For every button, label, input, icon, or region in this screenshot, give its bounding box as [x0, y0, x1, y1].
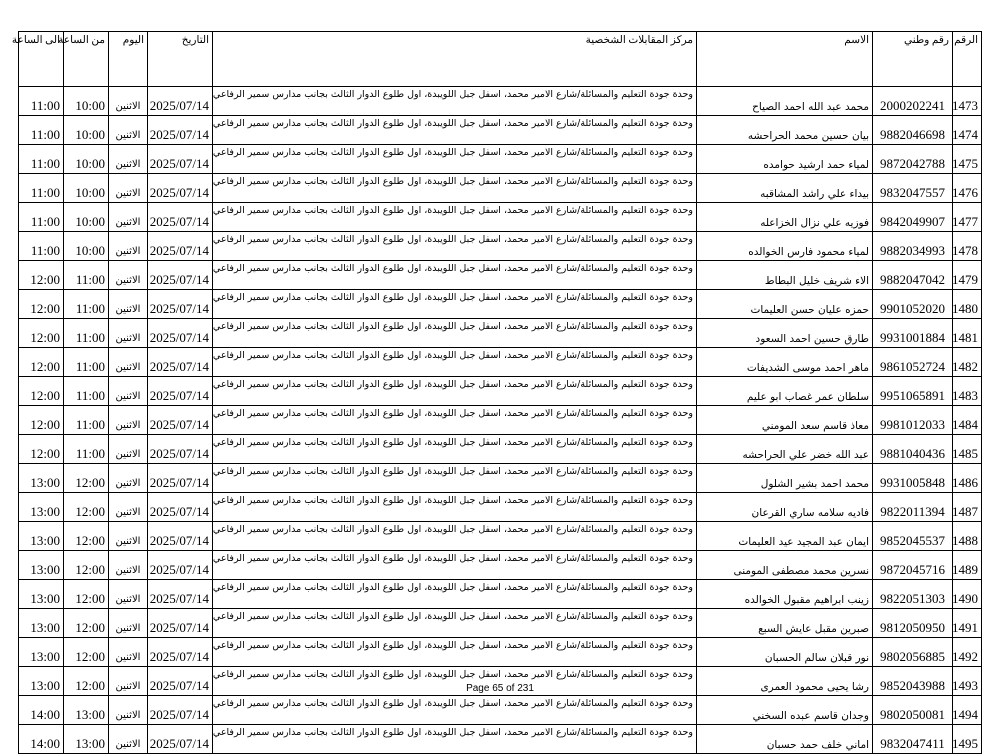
cell-center: وحدة جودة التعليم والمسائلة/شارع الامير محمد، اسفل جبل اللويبدة، اول طلوع الدوار الثالث بجانب مدارس سمير الرفاعي [213, 522, 697, 551]
cell-center: وحدة جودة التعليم والمسائلة/شارع الامير محمد، اسفل جبل اللويبدة، اول طلوع الدوار الثالث بجانب مدارس سمير الرفاعي [213, 551, 697, 580]
appointments-table [11, 31, 982, 754]
cell-center: وحدة جودة التعليم والمسائلة/شارع الامير محمد، اسفل جبل اللويبدة، اول طلوع الدوار الثالث بجانب مدارس سمير الرفاعي [213, 609, 697, 638]
table-row [19, 493, 982, 522]
table-body [19, 87, 982, 754]
cell-from-time: 11:00 [64, 406, 109, 435]
cell-from-time: 12:00 [64, 522, 109, 551]
cell-date: 2025/07/14 [148, 87, 213, 116]
cell-from-time: 11:00 [64, 377, 109, 406]
cell-national-id: 9852043988 [873, 667, 953, 696]
cell-to-time: 13:00 [19, 522, 64, 551]
cell-center: وحدة جودة التعليم والمسائلة/شارع الامير محمد، اسفل جبل اللويبدة، اول طلوع الدوار الثالث بجانب مدارس سمير الرفاعي [213, 261, 697, 290]
header-center: مركز المقابلات الشخصية [213, 32, 697, 87]
cell-day: الاثنين [109, 377, 148, 406]
cell-num: 1475 [953, 145, 982, 174]
cell-name: نور قبلان سالم الحسبان [697, 638, 873, 667]
cell-to-time: 13:00 [19, 667, 64, 696]
cell-name: ماهر احمد موسى الشديفات [697, 348, 873, 377]
cell-day: الاثنين [109, 493, 148, 522]
table-row [19, 87, 982, 116]
cell-center: وحدة جودة التعليم والمسائلة/شارع الامير محمد، اسفل جبل اللويبدة، اول طلوع الدوار الثالث بجانب مدارس سمير الرفاعي [213, 290, 697, 319]
table-header [11, 32, 982, 87]
cell-to-time: 13:00 [19, 464, 64, 493]
cell-to-time: 11:00 [19, 116, 64, 145]
cell-from-time: 11:00 [64, 290, 109, 319]
cell-from-time: 10:00 [64, 87, 109, 116]
cell-to-time: 11:00 [19, 203, 64, 232]
table-row [19, 725, 982, 754]
cell-from-time: 12:00 [64, 493, 109, 522]
table-row [19, 174, 982, 203]
cell-from-time: 10:00 [64, 232, 109, 261]
cell-day: الاثنين [109, 348, 148, 377]
cell-from-time: 10:00 [64, 174, 109, 203]
cell-from-time: 12:00 [64, 667, 109, 696]
cell-day: الاثنين [109, 145, 148, 174]
header-date: التاريخ [148, 32, 213, 87]
cell-num: 1494 [953, 696, 982, 725]
cell-national-id: 9881040436 [873, 435, 953, 464]
cell-to-time: 11:00 [19, 87, 64, 116]
header-from-time: من الساعة [64, 32, 109, 87]
cell-date: 2025/07/14 [148, 464, 213, 493]
cell-national-id: 9931001884 [873, 319, 953, 348]
cell-day: الاثنين [109, 319, 148, 348]
cell-day: الاثنين [109, 174, 148, 203]
table-row [19, 203, 982, 232]
cell-date: 2025/07/14 [148, 493, 213, 522]
cell-to-time: 13:00 [19, 551, 64, 580]
cell-center: وحدة جودة التعليم والمسائلة/شارع الامير محمد، اسفل جبل اللويبدة، اول طلوع الدوار الثالث بجانب مدارس سمير الرفاعي [213, 348, 697, 377]
cell-center: وحدة جودة التعليم والمسائلة/شارع الامير محمد، اسفل جبل اللويبدة، اول طلوع الدوار الثالث بجانب مدارس سمير الرفاعي [213, 638, 697, 667]
table-row [19, 580, 982, 609]
cell-date: 2025/07/14 [148, 580, 213, 609]
cell-name: نسرين محمد مصطفى المومنى [697, 551, 873, 580]
cell-date: 2025/07/14 [148, 522, 213, 551]
cell-to-time: 12:00 [19, 406, 64, 435]
table-row [19, 377, 982, 406]
cell-name: وجدان قاسم عبده السخني [697, 696, 873, 725]
cell-national-id: 2000202241 [873, 87, 953, 116]
cell-num: 1479 [953, 261, 982, 290]
table-row [19, 290, 982, 319]
table-row [19, 319, 982, 348]
cell-from-time: 10:00 [64, 203, 109, 232]
cell-name: بيان حسين محمد الحراحشه [697, 116, 873, 145]
cell-center: وحدة جودة التعليم والمسائلة/شارع الامير محمد، اسفل جبل اللويبدة، اول طلوع الدوار الثالث بجانب مدارس سمير الرفاعي [213, 319, 697, 348]
cell-name: بيداء علي راشد المشاقبه [697, 174, 873, 203]
cell-national-id: 9832047411 [873, 725, 953, 754]
cell-to-time: 12:00 [19, 261, 64, 290]
cell-num: 1491 [953, 609, 982, 638]
cell-from-time: 12:00 [64, 609, 109, 638]
table-row [19, 551, 982, 580]
cell-center: وحدة جودة التعليم والمسائلة/شارع الامير محمد، اسفل جبل اللويبدة، اول طلوع الدوار الثالث بجانب مدارس سمير الرفاعي [213, 203, 697, 232]
cell-name: فوزيه علي نزال الخزاعله [697, 203, 873, 232]
cell-national-id: 9802056885 [873, 638, 953, 667]
cell-name: معاذ قاسم سعد المومني [697, 406, 873, 435]
cell-name: فاديه سلامه ساري القرعان [697, 493, 873, 522]
cell-from-time: 12:00 [64, 551, 109, 580]
table-row [19, 435, 982, 464]
cell-num: 1480 [953, 290, 982, 319]
cell-name: صبرين مقبل عايش السبع [697, 609, 873, 638]
cell-national-id: 9882047042 [873, 261, 953, 290]
cell-to-time: 11:00 [19, 145, 64, 174]
cell-from-time: 12:00 [64, 638, 109, 667]
cell-to-time: 12:00 [19, 377, 64, 406]
cell-national-id: 9852045537 [873, 522, 953, 551]
cell-date: 2025/07/14 [148, 290, 213, 319]
cell-day: الاثنين [109, 696, 148, 725]
cell-to-time: 12:00 [19, 348, 64, 377]
cell-name: طارق حسين احمد السعود [697, 319, 873, 348]
cell-center: وحدة جودة التعليم والمسائلة/شارع الامير محمد، اسفل جبل اللويبدة، اول طلوع الدوار الثالث بجانب مدارس سمير الرفاعي [213, 696, 697, 725]
cell-to-time: 14:00 [19, 725, 64, 754]
cell-center: وحدة جودة التعليم والمسائلة/شارع الامير محمد، اسفل جبل اللويبدة، اول طلوع الدوار الثالث بجانب مدارس سمير الرفاعي [213, 667, 697, 696]
cell-day: الاثنين [109, 609, 148, 638]
cell-day: الاثنين [109, 116, 148, 145]
table-row [19, 609, 982, 638]
table-row [19, 145, 982, 174]
cell-national-id: 9832047557 [873, 174, 953, 203]
table-row [19, 261, 982, 290]
table-row [19, 464, 982, 493]
cell-from-time: 11:00 [64, 261, 109, 290]
cell-date: 2025/07/14 [148, 725, 213, 754]
table-row [19, 696, 982, 725]
cell-date: 2025/07/14 [148, 377, 213, 406]
table-row [19, 522, 982, 551]
cell-center: وحدة جودة التعليم والمسائلة/شارع الامير محمد، اسفل جبل اللويبدة، اول طلوع الدوار الثالث بجانب مدارس سمير الرفاعي [213, 464, 697, 493]
cell-day: الاثنين [109, 261, 148, 290]
cell-national-id: 9882034993 [873, 232, 953, 261]
cell-to-time: 13:00 [19, 609, 64, 638]
cell-day: الاثنين [109, 406, 148, 435]
cell-day: الاثنين [109, 580, 148, 609]
cell-name: ايمان عبد المجيد عيد العليمات [697, 522, 873, 551]
cell-from-time: 11:00 [64, 435, 109, 464]
cell-date: 2025/07/14 [148, 145, 213, 174]
cell-national-id: 9931005848 [873, 464, 953, 493]
cell-from-time: 10:00 [64, 116, 109, 145]
page-number: Page 65 of 231 [466, 683, 534, 694]
header-national-id: رقم وطني [873, 32, 953, 87]
cell-date: 2025/07/14 [148, 638, 213, 667]
cell-day: الاثنين [109, 435, 148, 464]
cell-from-time: 12:00 [64, 580, 109, 609]
cell-name: محمد عبد الله احمد الصياح [697, 87, 873, 116]
cell-center: وحدة جودة التعليم والمسائلة/شارع الامير محمد، اسفل جبل اللويبدة، اول طلوع الدوار الثالث بجانب مدارس سمير الرفاعي [213, 406, 697, 435]
cell-date: 2025/07/14 [148, 203, 213, 232]
cell-date: 2025/07/14 [148, 261, 213, 290]
cell-name: زينب ابراهيم مقبول الخوالده [697, 580, 873, 609]
cell-num: 1487 [953, 493, 982, 522]
cell-day: الاثنين [109, 522, 148, 551]
cell-to-time: 13:00 [19, 638, 64, 667]
cell-name: لمياء حمد ارشيد حوامده [697, 145, 873, 174]
cell-name: محمد احمد بشير الشلول [697, 464, 873, 493]
cell-to-time: 14:00 [19, 696, 64, 725]
cell-center: وحدة جودة التعليم والمسائلة/شارع الامير محمد، اسفل جبل اللويبدة، اول طلوع الدوار الثالث بجانب مدارس سمير الرفاعي [213, 377, 697, 406]
table-row [19, 116, 982, 145]
cell-national-id: 9802050081 [873, 696, 953, 725]
cell-national-id: 9901052020 [873, 290, 953, 319]
table-row [19, 406, 982, 435]
cell-from-time: 11:00 [64, 319, 109, 348]
cell-national-id: 9981012033 [873, 406, 953, 435]
cell-day: الاثنين [109, 667, 148, 696]
cell-center: وحدة جودة التعليم والمسائلة/شارع الامير محمد، اسفل جبل اللويبدة، اول طلوع الدوار الثالث بجانب مدارس سمير الرفاعي [213, 725, 697, 754]
cell-national-id: 9882046698 [873, 116, 953, 145]
cell-date: 2025/07/14 [148, 435, 213, 464]
cell-num: 1483 [953, 377, 982, 406]
cell-to-time: 12:00 [19, 435, 64, 464]
cell-num: 1486 [953, 464, 982, 493]
cell-national-id: 9872045716 [873, 551, 953, 580]
cell-from-time: 13:00 [64, 696, 109, 725]
cell-name: لمياء محمود فارس الخوالده [697, 232, 873, 261]
cell-num: 1488 [953, 522, 982, 551]
cell-day: الاثنين [109, 203, 148, 232]
cell-num: 1490 [953, 580, 982, 609]
table-row [19, 638, 982, 667]
cell-date: 2025/07/14 [148, 609, 213, 638]
cell-date: 2025/07/14 [148, 348, 213, 377]
cell-center: وحدة جودة التعليم والمسائلة/شارع الامير محمد، اسفل جبل اللويبدة، اول طلوع الدوار الثالث بجانب مدارس سمير الرفاعي [213, 232, 697, 261]
header-day: اليوم [109, 32, 148, 87]
cell-national-id: 9842049907 [873, 203, 953, 232]
cell-num: 1474 [953, 116, 982, 145]
header-name: الاسم [697, 32, 873, 87]
cell-num: 1478 [953, 232, 982, 261]
cell-date: 2025/07/14 [148, 551, 213, 580]
cell-national-id: 9812050950 [873, 609, 953, 638]
cell-from-time: 13:00 [64, 725, 109, 754]
cell-name: الاء شريف خليل البطاط [697, 261, 873, 290]
table-row [19, 348, 982, 377]
cell-center: وحدة جودة التعليم والمسائلة/شارع الامير محمد، اسفل جبل اللويبدة، اول طلوع الدوار الثالث بجانب مدارس سمير الرفاعي [213, 174, 697, 203]
cell-day: الاثنين [109, 551, 148, 580]
cell-day: الاثنين [109, 290, 148, 319]
cell-national-id: 9861052724 [873, 348, 953, 377]
cell-name: سلطان عمر غصاب ابو عليم [697, 377, 873, 406]
cell-date: 2025/07/14 [148, 696, 213, 725]
cell-date: 2025/07/14 [148, 667, 213, 696]
cell-to-time: 12:00 [19, 319, 64, 348]
cell-center: وحدة جودة التعليم والمسائلة/شارع الامير محمد، اسفل جبل اللويبدة، اول طلوع الدوار الثالث بجانب مدارس سمير الرفاعي [213, 116, 697, 145]
cell-num: 1484 [953, 406, 982, 435]
cell-date: 2025/07/14 [148, 232, 213, 261]
cell-num: 1485 [953, 435, 982, 464]
cell-day: الاثنين [109, 232, 148, 261]
cell-num: 1482 [953, 348, 982, 377]
cell-num: 1492 [953, 638, 982, 667]
cell-num: 1473 [953, 87, 982, 116]
cell-num: 1489 [953, 551, 982, 580]
cell-name: عبد الله خضر علي الحراحشه [697, 435, 873, 464]
cell-name: حمزه عليان حسن العليمات [697, 290, 873, 319]
cell-name: اماني خلف حمد حسبان [697, 725, 873, 754]
cell-day: الاثنين [109, 464, 148, 493]
cell-to-time: 11:00 [19, 174, 64, 203]
header-to-time: الى الساعة [19, 32, 64, 87]
cell-date: 2025/07/14 [148, 174, 213, 203]
cell-date: 2025/07/14 [148, 319, 213, 348]
cell-center: وحدة جودة التعليم والمسائلة/شارع الامير محمد، اسفل جبل اللويبدة، اول طلوع الدوار الثالث بجانب مدارس سمير الرفاعي [213, 580, 697, 609]
cell-national-id: 9822051303 [873, 580, 953, 609]
cell-from-time: 11:00 [64, 348, 109, 377]
cell-from-time: 10:00 [64, 145, 109, 174]
cell-date: 2025/07/14 [148, 406, 213, 435]
cell-num: 1476 [953, 174, 982, 203]
cell-national-id: 9951065891 [873, 377, 953, 406]
cell-num: 1477 [953, 203, 982, 232]
cell-num: 1481 [953, 319, 982, 348]
cell-to-time: 13:00 [19, 493, 64, 522]
table-row [19, 232, 982, 261]
cell-num: 1495 [953, 725, 982, 754]
cell-from-time: 12:00 [64, 464, 109, 493]
cell-to-time: 11:00 [19, 232, 64, 261]
cell-to-time: 12:00 [19, 290, 64, 319]
cell-center: وحدة جودة التعليم والمسائلة/شارع الامير محمد، اسفل جبل اللويبدة، اول طلوع الدوار الثالث بجانب مدارس سمير الرفاعي [213, 87, 697, 116]
cell-day: الاثنين [109, 87, 148, 116]
header-num: الرقم [953, 32, 982, 87]
cell-national-id: 9822011394 [873, 493, 953, 522]
cell-center: وحدة جودة التعليم والمسائلة/شارع الامير محمد، اسفل جبل اللويبدة، اول طلوع الدوار الثالث بجانب مدارس سمير الرفاعي [213, 493, 697, 522]
cell-day: الاثنين [109, 725, 148, 754]
cell-day: الاثنين [109, 638, 148, 667]
cell-num: 1493 [953, 667, 982, 696]
cell-name: رشا يحيى محمود العمرى [697, 667, 873, 696]
cell-national-id: 9872042788 [873, 145, 953, 174]
cell-date: 2025/07/14 [148, 116, 213, 145]
cell-center: وحدة جودة التعليم والمسائلة/شارع الامير محمد، اسفل جبل اللويبدة، اول طلوع الدوار الثالث بجانب مدارس سمير الرفاعي [213, 145, 697, 174]
cell-to-time: 13:00 [19, 580, 64, 609]
cell-center: وحدة جودة التعليم والمسائلة/شارع الامير محمد، اسفل جبل اللويبدة، اول طلوع الدوار الثالث بجانب مدارس سمير الرفاعي [213, 435, 697, 464]
